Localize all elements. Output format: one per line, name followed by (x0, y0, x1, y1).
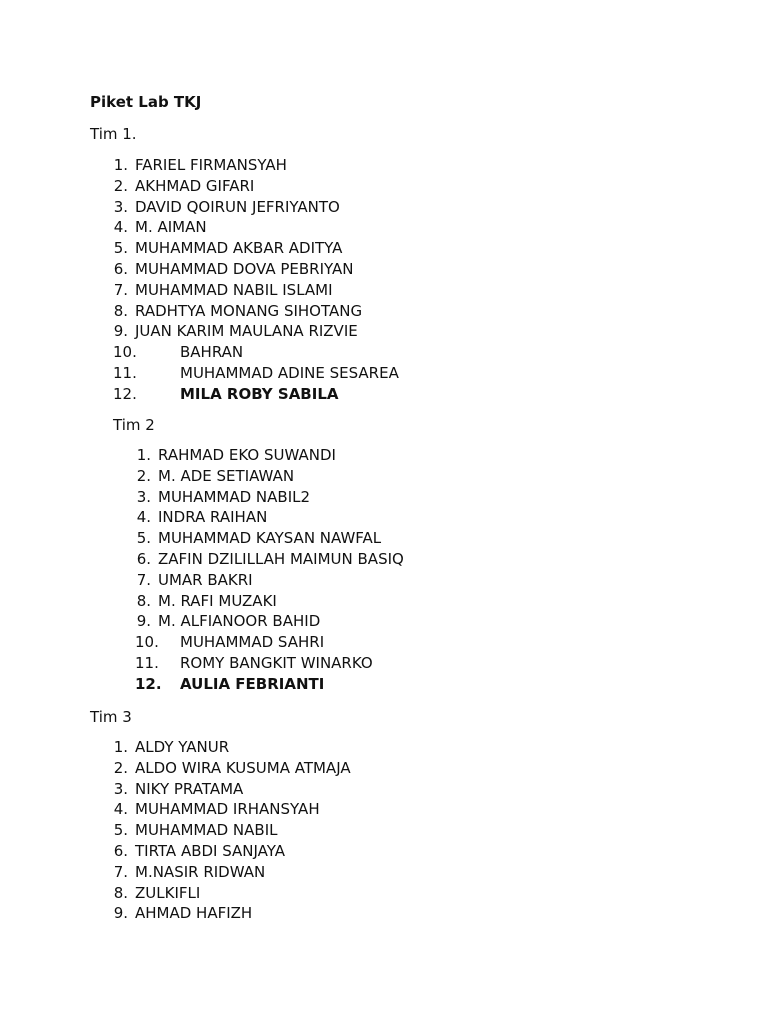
list-item-number: 3. (136, 488, 151, 506)
list-item-name: INDRA RAIHAN (158, 508, 268, 526)
list-item-number: 3. (113, 780, 128, 798)
list-item-name: ROMY BANGKIT WINARKO (180, 654, 373, 672)
list-item-number: 12. (135, 675, 162, 693)
list-item-number: 1. (113, 156, 128, 174)
list-item-name: MUHAMMAD AKBAR ADITYA (135, 239, 343, 257)
list-item-name: AULIA FEBRIANTI (180, 675, 325, 693)
list-item-name: M. AIMAN (135, 218, 207, 236)
list-item-name: MUHAMMAD NABIL (135, 821, 278, 839)
team-2-heading: Tim 2 (113, 416, 155, 434)
list-item-name: JUAN KARIM MAULANA RIZVIE (135, 322, 358, 340)
list-item-name: MUHAMMAD ADINE SESAREA (180, 364, 399, 382)
list-item-number: 6. (136, 550, 151, 568)
list-item-number: 8. (113, 302, 128, 320)
list-item-number: 7. (113, 281, 128, 299)
list-item-number: 10. (113, 343, 137, 361)
list-item-number: 6. (113, 260, 128, 278)
list-item-number: 5. (113, 821, 128, 839)
list-item-number: 3. (113, 198, 128, 216)
list-item-number: 5. (136, 529, 151, 547)
list-item-number: 6. (113, 842, 128, 860)
list-item-name: MUHAMMAD NABIL ISLAMI (135, 281, 333, 299)
list-item-number: 4. (113, 218, 128, 236)
team-3-heading: Tim 3 (90, 708, 132, 726)
list-item-name: MUHAMMAD IRHANSYAH (135, 800, 320, 818)
list-item-name: BAHRAN (180, 343, 244, 361)
list-item-name: MUHAMMAD KAYSAN NAWFAL (158, 529, 382, 547)
list-item-name: ZAFIN DZILILLAH MAIMUN BASIQ (158, 550, 404, 568)
list-item-name: RADHTYA MONANG SIHOTANG (135, 302, 363, 320)
list-item-number: 10. (135, 633, 159, 651)
list-item-number: 9. (136, 612, 151, 630)
list-item-number: 4. (136, 508, 151, 526)
list-item-number: 1. (136, 446, 151, 464)
list-item-name: NIKY PRATAMA (135, 780, 244, 798)
list-item-number: 8. (113, 884, 128, 902)
list-item-name: DAVID QOIRUN JEFRIYANTO (135, 198, 340, 216)
list-item-number: 2. (113, 177, 128, 195)
list-item-number: 2. (113, 759, 128, 777)
list-item-name: MUHAMMAD SAHRI (180, 633, 325, 651)
list-item-name: MILA ROBY SABILA (180, 385, 339, 403)
list-item-number: 11. (113, 364, 137, 382)
list-item-name: M. ADE SETIAWAN (158, 467, 295, 485)
list-item-name: M. ALFIANOOR BAHID (158, 612, 321, 630)
list-item-name: FARIEL FIRMANSYAH (135, 156, 287, 174)
list-item-name: ALDO WIRA KUSUMA ATMAJA (135, 759, 351, 777)
list-item-name: TIRTA ABDI SANJAYA (135, 842, 286, 860)
list-item-number: 1. (113, 738, 128, 756)
document-title: Piket Lab TKJ (90, 93, 202, 111)
list-item-number: 9. (113, 322, 128, 340)
list-item-number: 9. (113, 904, 128, 922)
list-item-name: AHMAD HAFIZH (135, 904, 253, 922)
list-item-number: 5. (113, 239, 128, 257)
list-item-number: 7. (136, 571, 151, 589)
team-1-heading: Tim 1. (90, 125, 137, 143)
list-item-name: MUHAMMAD NABIL2 (158, 488, 311, 506)
list-item-name: M. RAFI MUZAKI (158, 592, 277, 610)
list-item-number: 2. (136, 467, 151, 485)
list-item-number: 4. (113, 800, 128, 818)
list-item-name: ALDY YANUR (135, 738, 230, 756)
list-item-name: RAHMAD EKO SUWANDI (158, 446, 336, 464)
list-item-name: ZULKIFLI (135, 884, 201, 902)
list-item-number: 12. (113, 385, 137, 403)
list-item-number: 11. (135, 654, 159, 672)
list-item-name: M.NASIR RIDWAN (135, 863, 266, 881)
list-item-number: 7. (113, 863, 128, 881)
list-item-name: AKHMAD GIFARI (135, 177, 255, 195)
list-item-number: 8. (136, 592, 151, 610)
list-item-name: UMAR BAKRI (158, 571, 253, 589)
list-item-name: MUHAMMAD DOVA PEBRIYAN (135, 260, 354, 278)
